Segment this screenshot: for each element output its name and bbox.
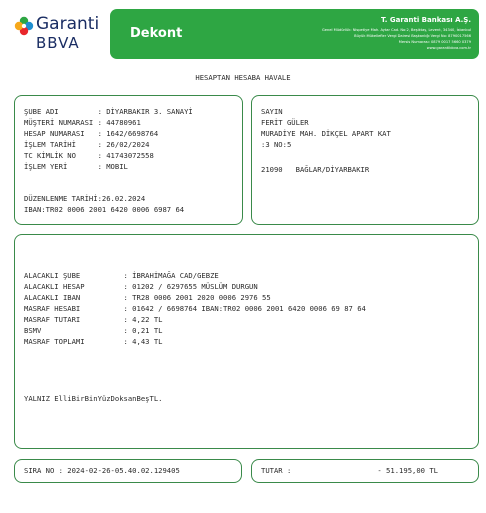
- total-amount: - 51.195,00 TL: [377, 466, 438, 475]
- recipient-salutation: SAYIN: [261, 107, 283, 116]
- recipient-address-2: :3 NO:5: [261, 140, 292, 149]
- total-label: TUTAR :: [261, 466, 292, 475]
- fee-amount-row: MASRAF TUTARI : 4,22 TL: [24, 315, 163, 324]
- creditor-iban-row: ALACAKLI IBAN : TR28 0006 2001 2020 0006 2976 55: [24, 293, 271, 302]
- transaction-place-row: İŞLEM YERİ : MOBIL: [24, 162, 128, 171]
- total-box: [251, 459, 479, 483]
- transaction-date-row: İŞLEM TARİHİ : 26/02/2024: [24, 140, 150, 149]
- logo-bbva: BBVA: [36, 34, 80, 52]
- fee-total-row: MASRAF TOPLAMI : 4,43 TL: [24, 337, 163, 346]
- logo-garanti: Garanti: [36, 14, 100, 34]
- header-banner: [110, 9, 479, 59]
- clover-icon: [14, 16, 34, 36]
- bank-name: T. Garanti Bankası A.Ş.: [381, 16, 471, 24]
- edit-date: DÜZENLENME TARİHİ:26.02.2024: [24, 194, 146, 203]
- bank-logo: [14, 14, 100, 56]
- header-title: Dekont: [130, 26, 183, 41]
- bank-address: Genel Müdürlük: Nispetiye Mah. Aytar Cad. No:2, Beşiktaş, Levent, 34340, İstanbul: [321, 28, 471, 32]
- bank-tax-info: Büyük Mükellefler Vergi Dairesi Başkanlığı Vergi No: 8790017566: [354, 34, 471, 38]
- branch-row: ŞUBE ADI : DİYARBAKIR 3. SANAYİ: [24, 107, 193, 116]
- sequence-number: SIRA NO : 2024-02-26-05.40.02.129405: [24, 466, 180, 475]
- bank-mersis: Mersis Numarası: 0879 0017 5660 0379: [398, 40, 471, 44]
- account-info-box: [14, 95, 243, 225]
- iban-row: IBAN:TR02 0006 2001 6420 0006 6987 64: [24, 205, 185, 214]
- tc-number-row: TC KİMLİK NO : 41743072558: [24, 151, 154, 160]
- bsmv-row: BSMV : 0,21 TL: [24, 326, 163, 335]
- document-title: HESAPTAN HESABA HAVALE: [195, 73, 291, 82]
- recipient-address-1: MURADİYE MAH. DİKÇEL APART KAT: [261, 129, 391, 138]
- creditor-account-row: ALACAKLI HESAP : 01202 / 6297655 MÜSLÜM DURGUN: [24, 282, 258, 291]
- customer-number-row: MÜŞTERİ NUMARASI : 44780961: [24, 118, 141, 127]
- recipient-box: [251, 95, 479, 225]
- amount-in-words: YALNIZ ElliBirBinYüzDoksanBeşTL.: [24, 394, 163, 403]
- fee-account-row: MASRAF HESABI : 01642 / 6698764 IBAN:TR02 0006 2001 6420 0006 69 87 64: [24, 304, 366, 313]
- bank-website: www.garantibbva.com.tr: [426, 46, 471, 50]
- account-number-row: HESAP NUMARASI : 1642/6698764: [24, 129, 159, 138]
- transfer-details-box: [14, 234, 479, 449]
- creditor-branch-row: ALACAKLI ŞUBE : İBRAHİMAĞA CAD/GEBZE: [24, 271, 219, 280]
- recipient-city: 21090 BAĞLAR/DİYARBAKIR: [261, 165, 370, 174]
- sequence-box: [14, 459, 242, 483]
- recipient-name: FERİT GÜLER: [261, 118, 309, 127]
